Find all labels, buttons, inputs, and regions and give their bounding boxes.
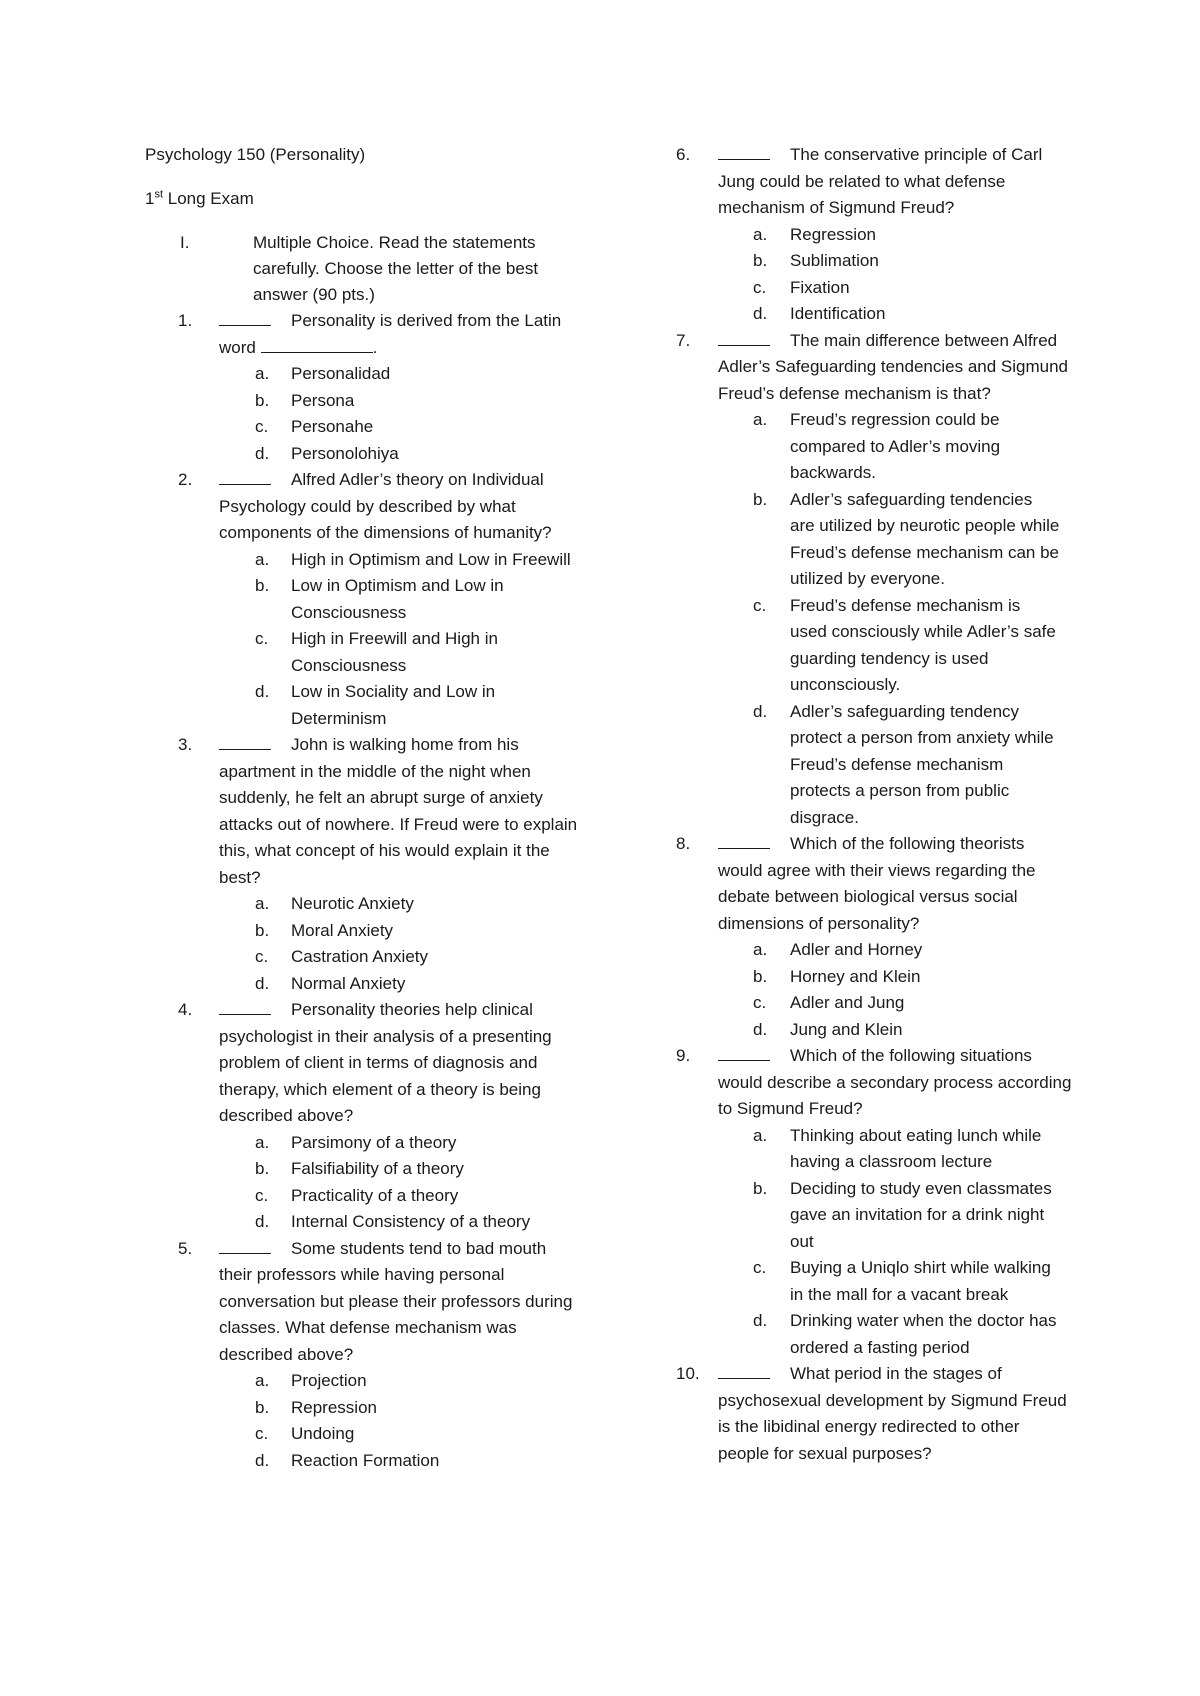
option-letter: c. xyxy=(255,629,269,648)
option-d xyxy=(145,1209,575,1236)
option-text: Persona xyxy=(291,390,355,410)
option-text: Practicality of a theory xyxy=(291,1185,459,1205)
option-letter: d. xyxy=(753,1019,768,1039)
question-number: 3. xyxy=(178,735,193,754)
exam-number: 1 xyxy=(145,189,155,208)
question-text xyxy=(718,831,1073,937)
question-stem: Personality theories help clinical psychologist in their analysis of a presenting problem of client in terms of diagnosis and therapy, which element of a theory is being described above? xyxy=(219,1000,552,1125)
option-d xyxy=(676,1017,1071,1044)
option-letter: b. xyxy=(255,1397,270,1417)
option-c xyxy=(676,593,1071,699)
section-instructions xyxy=(145,230,575,308)
option-text: Identification xyxy=(790,304,886,323)
question-3 xyxy=(145,732,578,997)
option-letter: c. xyxy=(753,595,767,615)
option-text: Normal Anxiety xyxy=(291,973,406,993)
option-letter: d. xyxy=(255,443,270,463)
option-text: Low in Optimism and Low in Consciousness xyxy=(291,576,504,622)
option-letter: c. xyxy=(255,417,269,436)
question-6 xyxy=(676,142,1071,328)
option-text: Neurotic Anxiety xyxy=(291,894,414,913)
option-a xyxy=(676,1123,1071,1176)
question-4 xyxy=(145,997,575,1236)
option-d xyxy=(145,1448,575,1475)
question-text xyxy=(718,1361,1073,1467)
option-b xyxy=(145,1156,575,1183)
question-text xyxy=(718,142,1073,222)
option-text: Adler’s safeguarding tendency protect a person from anxiety while Freud’s defense mechanism protects a person from public disgrace. xyxy=(790,701,1054,827)
options-list xyxy=(145,1130,575,1236)
option-letter: c. xyxy=(753,277,767,297)
option-letter: d. xyxy=(753,304,768,323)
option-letter: d. xyxy=(753,701,768,721)
options-list xyxy=(145,361,575,467)
option-letter: d. xyxy=(753,1311,768,1330)
option-c xyxy=(145,1421,575,1448)
option-letter: a. xyxy=(753,410,768,429)
question-stem: Which of the following situations would describe a secondary process according to Sigmund Freud? xyxy=(718,1046,1072,1118)
question-number: 9. xyxy=(676,1046,691,1065)
question-number: 7. xyxy=(676,330,691,350)
option-letter: c. xyxy=(255,947,269,966)
section-numeral: I. xyxy=(180,233,190,252)
option-text: Horney and Klein xyxy=(790,966,921,986)
option-letter: a. xyxy=(255,894,270,913)
question-number: 4. xyxy=(178,1000,193,1019)
option-text: Falsifiability of a theory xyxy=(291,1159,464,1178)
option-letter: b. xyxy=(753,1178,768,1198)
left-column xyxy=(145,142,578,1474)
exam-title xyxy=(145,186,575,212)
option-letter: d. xyxy=(255,1450,270,1470)
answer-blank[interactable] xyxy=(718,1362,770,1379)
question-stem: What period in the stages of psychosexual development by Sigmund Freud is the libidinal energy redirected to other people for sexual purposes? xyxy=(718,1364,1067,1463)
option-letter: a. xyxy=(753,1125,768,1145)
option-letter: c. xyxy=(753,1258,767,1277)
option-text: Repression xyxy=(291,1397,377,1417)
option-d xyxy=(145,971,575,998)
option-letter: a. xyxy=(255,1132,270,1152)
option-text: Personolohiya xyxy=(291,443,399,463)
answer-blank[interactable] xyxy=(718,1044,770,1061)
option-text: Reaction Formation xyxy=(291,1450,440,1470)
option-d xyxy=(145,441,575,468)
answer-blank[interactable] xyxy=(718,143,770,160)
option-letter: a. xyxy=(753,940,768,959)
answer-blank[interactable] xyxy=(219,468,271,485)
option-text: Freud’s regression could be compared to Adler’s moving backwards. xyxy=(790,410,1001,482)
option-a xyxy=(676,222,1071,249)
question-stem: Which of the following theorists would agree with their views regarding the debate between biological versus social dimensions of personality? xyxy=(718,834,1036,933)
option-c xyxy=(145,944,575,971)
question-text xyxy=(219,467,579,547)
fill-in-blank[interactable] xyxy=(261,336,373,353)
option-text: Freud’s defense mechanism is used consciously while Adler’s safe guarding tendency is used unconsciously. xyxy=(790,595,1056,694)
option-letter: c. xyxy=(753,993,767,1012)
option-b xyxy=(676,487,1071,593)
option-letter: c. xyxy=(255,1424,269,1443)
option-text: Thinking about eating lunch while having a classroom lecture xyxy=(790,1125,1042,1171)
question-number: 5. xyxy=(178,1238,193,1258)
option-letter: a. xyxy=(753,224,768,244)
question-9 xyxy=(676,1043,1071,1361)
option-letter: b. xyxy=(255,576,270,595)
answer-blank[interactable] xyxy=(219,998,271,1015)
answer-blank[interactable] xyxy=(718,329,770,346)
question-text xyxy=(219,1236,579,1369)
options-list xyxy=(145,547,575,733)
option-letter: c. xyxy=(255,1185,269,1205)
question-text xyxy=(219,308,579,361)
option-text: Undoing xyxy=(291,1424,355,1443)
option-text: Drinking water when the doctor has ordered a fasting period xyxy=(790,1311,1057,1357)
answer-blank[interactable] xyxy=(219,733,271,750)
option-text: Adler and Horney xyxy=(790,940,923,959)
exam-number-suffix: st xyxy=(154,188,164,201)
option-a xyxy=(676,407,1071,487)
option-text: High in Freewill and High in Consciousness xyxy=(291,629,498,675)
answer-blank[interactable] xyxy=(219,309,271,326)
option-c xyxy=(676,1255,1071,1308)
right-column xyxy=(676,142,1071,1467)
option-c xyxy=(676,990,1071,1017)
option-c xyxy=(145,414,575,441)
question-1 xyxy=(145,308,575,467)
option-text: Projection xyxy=(291,1371,367,1390)
option-letter: b. xyxy=(255,390,270,410)
option-d xyxy=(676,301,1071,328)
answer-blank[interactable] xyxy=(219,1237,271,1254)
question-text xyxy=(718,328,1073,408)
section-instructions-text: Multiple Choice. Read the statements carefully. Choose the letter of the best answer (90 pts.) xyxy=(253,233,539,304)
option-text: Parsimony of a theory xyxy=(291,1132,457,1152)
option-a xyxy=(676,937,1071,964)
option-text: Fixation xyxy=(790,277,850,297)
option-text: Deciding to study even classmates gave an invitation for a drink night out xyxy=(790,1178,1052,1251)
question-number: 6. xyxy=(676,145,691,164)
answer-blank[interactable] xyxy=(718,832,770,849)
option-letter: d. xyxy=(255,682,270,701)
option-c xyxy=(145,626,575,679)
options-list xyxy=(676,937,1071,1043)
option-text: Sublimation xyxy=(790,251,879,270)
question-stem: The conservative principle of Carl Jung could be related to what defense mechanism of Sigmund Freud? xyxy=(718,145,1043,217)
option-letter: d. xyxy=(255,1212,270,1231)
question-text xyxy=(718,1043,1073,1123)
option-text: Castration Anxiety xyxy=(291,947,429,966)
exam-title-rest: Long Exam xyxy=(163,189,254,208)
question-5 xyxy=(145,1236,575,1475)
question-text xyxy=(219,997,579,1130)
option-text: Internal Consistency of a theory xyxy=(291,1212,531,1231)
option-letter: b. xyxy=(255,1159,270,1178)
question-2 xyxy=(145,467,575,732)
option-text: Regression xyxy=(790,224,876,244)
question-stem: Personality is derived from the Latin word xyxy=(219,311,562,357)
option-d xyxy=(676,699,1071,832)
option-letter: b. xyxy=(255,920,270,940)
option-text: Adler’s safeguarding tendencies are utilized by neurotic people while Freud’s defense mechanism can be utilized by everyone. xyxy=(790,489,1060,588)
option-text: High in Optimism and Low in Freewill xyxy=(291,549,571,569)
options-list xyxy=(676,222,1071,328)
options-list xyxy=(676,1123,1071,1362)
options-list xyxy=(145,891,575,997)
options-list xyxy=(145,1368,575,1474)
option-text: Jung and Klein xyxy=(790,1019,903,1039)
option-b xyxy=(676,248,1071,275)
option-a xyxy=(145,1130,575,1157)
option-text: Moral Anxiety xyxy=(291,920,394,940)
question-number: 1. xyxy=(178,311,193,330)
question-stem: Some students tend to bad mouth their professors while having personal conversation but please their professors during classes. What defense mechanism was described above? xyxy=(219,1238,573,1364)
option-letter: b. xyxy=(753,966,768,986)
question-number: 10. xyxy=(676,1364,700,1383)
question-10 xyxy=(676,1361,1071,1467)
option-letter: a. xyxy=(255,364,270,383)
option-d xyxy=(145,679,575,732)
question-stem: The main difference between Alfred Adler’s Safeguarding tendencies and Sigmund Freud’s defense mechanism is that? xyxy=(718,330,1069,403)
option-a xyxy=(145,1368,575,1395)
option-c xyxy=(145,1183,575,1210)
question-text xyxy=(219,732,579,891)
option-b xyxy=(145,388,575,415)
option-c xyxy=(676,275,1071,302)
option-b xyxy=(676,1176,1071,1256)
question-8 xyxy=(676,831,1071,1043)
option-letter: d. xyxy=(255,973,270,993)
option-a xyxy=(145,547,575,574)
question-stem: John is walking home from his apartment in the middle of the night when suddenly, he felt an abrupt surge of anxiety attacks out of nowhere. If Freud were to explain this, what concept of his would explain it the best? xyxy=(219,735,578,887)
question-stem-end: . xyxy=(372,337,378,357)
option-letter: b. xyxy=(753,489,768,509)
course-title: Psychology 150 (Personality) xyxy=(145,145,366,164)
question-7 xyxy=(676,328,1071,832)
option-d xyxy=(676,1308,1071,1361)
question-number: 8. xyxy=(676,834,691,853)
option-a xyxy=(145,891,575,918)
option-letter: b. xyxy=(753,251,768,270)
question-number: 2. xyxy=(178,470,193,489)
option-text: Personahe xyxy=(291,417,374,436)
option-b xyxy=(676,964,1071,991)
option-letter: a. xyxy=(255,549,270,569)
options-list xyxy=(676,407,1071,831)
option-text: Personalidad xyxy=(291,364,391,383)
option-b xyxy=(145,918,575,945)
option-text: Buying a Uniqlo shirt while walking in the mall for a vacant break xyxy=(790,1258,1051,1304)
option-b xyxy=(145,1395,575,1422)
option-text: Low in Sociality and Low in Determinism xyxy=(291,682,496,728)
option-a xyxy=(145,361,575,388)
option-b xyxy=(145,573,575,626)
question-stem: Alfred Adler’s theory on Individual Psychology could by described by what components of the dimensions of humanity? xyxy=(219,470,552,542)
option-letter: a. xyxy=(255,1371,270,1390)
option-text: Adler and Jung xyxy=(790,993,905,1012)
